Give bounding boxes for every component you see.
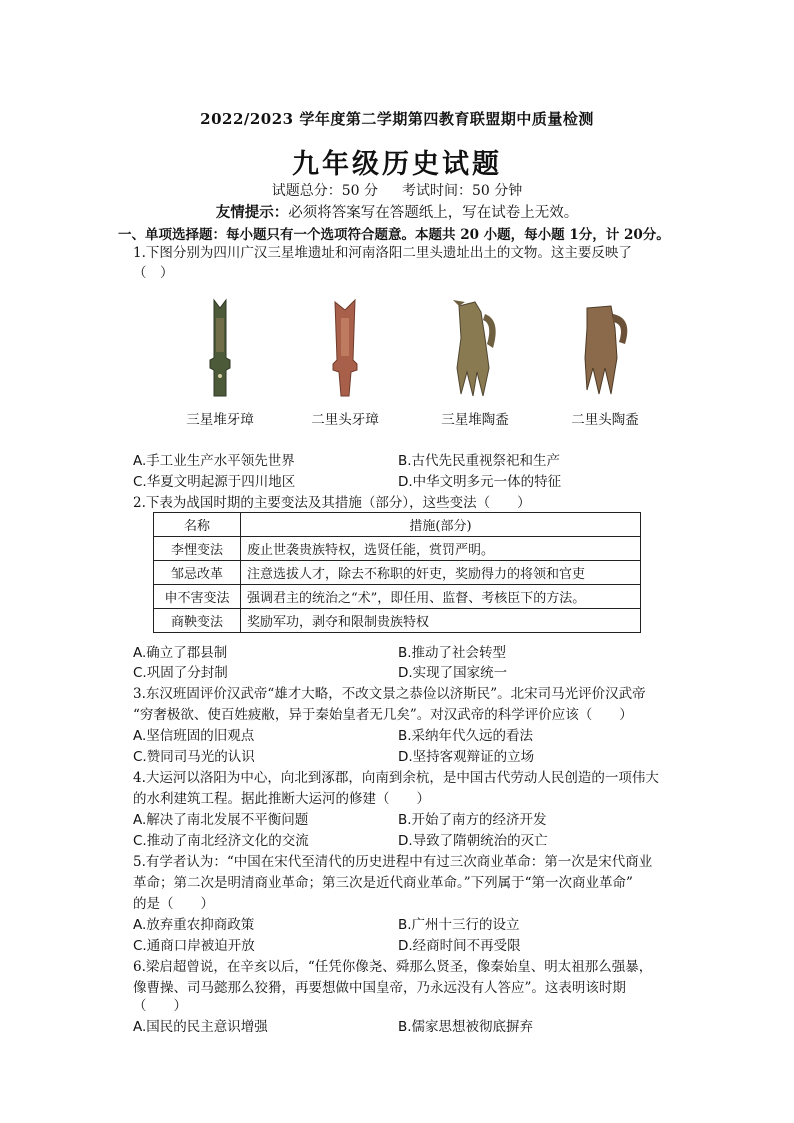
q5-stem: 5.有学者认为：“中国在宋代至清代的历史进程中有过三次商业革命：第一次是宋代商业 xyxy=(133,854,653,870)
q1-image-2 xyxy=(285,298,405,428)
total-score: 试题总分：50 分 xyxy=(271,183,378,199)
q2-option-c: C.巩固了分封制 xyxy=(133,665,228,681)
table-header: 措施(部分) xyxy=(241,513,641,537)
q1-image-4 xyxy=(545,298,665,428)
q3-option-c: C.赞同司马光的认识 xyxy=(133,749,255,765)
q5-option-c: C.通商口岸被迫开放 xyxy=(133,938,255,954)
exam-meta xyxy=(0,180,794,200)
q1-stem-cont: （ ） xyxy=(133,265,174,281)
table-row xyxy=(154,561,641,585)
exam-session-line: 2022/2023 学年度第二学期第四教育联盟期中质量检测 xyxy=(200,110,594,128)
table-row xyxy=(154,585,641,609)
q5-option-d: D.经商时间不再受限 xyxy=(398,938,521,954)
exam-tip xyxy=(0,201,794,222)
q1-stem: 1.下图分别为四川广汉三星堆遗址和河南洛阳二里头遗址出土的文物。这主要反映了 xyxy=(133,245,632,261)
jade-blade-icon xyxy=(200,298,240,398)
q1-images xyxy=(160,298,660,428)
q2-option-a: A.确立了郡县制 xyxy=(133,645,228,661)
q1-option-d: D.中华文明多元一体的特征 xyxy=(398,474,562,490)
pottery-he-icon xyxy=(445,298,505,398)
q1-option-b: B.古代先民重视祭祀和生产 xyxy=(398,453,561,469)
q5-option-a: A.放弃重农抑商政策 xyxy=(133,917,255,933)
q3-stem: 3.东汉班固评价汉武帝“雄才大略，不改文景之恭俭以济斯民”。北宋司马光评价汉武帝 xyxy=(133,686,646,702)
table-cell: 邹忌改革 xyxy=(154,561,241,585)
q2-option-b: B.推动了社会转型 xyxy=(398,645,507,661)
q3-option-b: B.采纳年代久远的看法 xyxy=(398,728,534,744)
table-cell: 商鞅变法 xyxy=(154,609,241,633)
q3-option-d: D.坚持客观辩证的立场 xyxy=(398,749,535,765)
table-cell: 李悝变法 xyxy=(154,537,241,561)
q1-caption-3: 三星堆陶盉 xyxy=(441,412,509,428)
q1-option-c: C.华夏文明起源于四川地区 xyxy=(133,474,296,490)
tip-text: 必须将答案写在答题纸上，写在试卷上无效。 xyxy=(288,205,579,221)
table-cell: 强调君主的统治之“术”，即任用、监督、考核臣下的方法。 xyxy=(241,585,641,609)
table-header: 名称 xyxy=(154,513,241,537)
reform-table xyxy=(153,512,641,633)
page-title: 九年级历史试题 xyxy=(292,149,502,180)
q4-stem-cont: 的水利建筑工程。据此推断大运河的修建（ ） xyxy=(133,791,430,807)
tip-label: 友情提示： xyxy=(215,204,289,221)
table-row xyxy=(154,537,641,561)
q6-stem-cont: 像曹操、司马懿那么狡猾，再要想做中国皇帝，乃永远没有人答应”。这表明该时期 xyxy=(133,980,626,996)
q4-option-b: B.开始了南方的经济开发 xyxy=(398,812,547,828)
table-cell: 奖励军功，剥夺和限制贵族特权 xyxy=(241,609,641,633)
q2-option-d: D.实现了国家统一 xyxy=(398,665,508,681)
table-cell: 废止世袭贵族特权，选贤任能，赏罚严明。 xyxy=(241,537,641,561)
q5-option-b: B.广州十三行的设立 xyxy=(398,917,520,933)
q6-option-b: B.儒家思想被彻底摒弃 xyxy=(398,1019,534,1035)
q1-image-1 xyxy=(160,298,280,428)
q6-stem: 6.梁启超曾说，在辛亥以后，“任凭你像尧、舜那么贤圣，像秦始皇、明太祖那么强暴， xyxy=(133,959,653,975)
q6-stem-cont-2: （ ） xyxy=(133,998,187,1014)
q1-caption-2: 二里头牙璋 xyxy=(311,412,379,428)
q1-caption-4: 二里头陶盉 xyxy=(571,412,639,428)
section-heading: 一、单项选择题：每小题只有一个选项符合题意。本题共 20 小题，每小题 1分，计 20分。 xyxy=(118,227,670,243)
q3-stem-cont: “穷奢极欲、使百姓疲敝，异于秦始皇者无几矣”。对汉武帝的科学评价应该（ ） xyxy=(133,707,633,723)
pottery-he-icon xyxy=(575,298,635,398)
table-cell: 申不害变法 xyxy=(154,585,241,609)
q4-option-d: D.导致了隋朝统治的灭亡 xyxy=(398,833,548,849)
q3-option-a: A.坚信班固的旧观点 xyxy=(133,728,255,744)
q1-caption-1: 三星堆牙璋 xyxy=(186,412,254,428)
q1-image-3 xyxy=(415,298,535,428)
q5-stem-cont: 革命；第二次是明清商业革命；第三次是近代商业革命。”下列属于“第一次商业革命” xyxy=(133,875,633,891)
q1-option-a: A.手工业生产水平领先世界 xyxy=(133,453,295,469)
table-header-row xyxy=(154,513,641,537)
q2-stem: 2.下表为战国时期的主要变法及其措施（部分），这些变法（ ） xyxy=(133,495,531,511)
q5-stem-cont-2: 的是（ ） xyxy=(133,896,214,912)
q4-option-c: C.推动了南北经济文化的交流 xyxy=(133,833,309,849)
table-row xyxy=(154,609,641,633)
q6-option-a: A.国民的民主意识增强 xyxy=(133,1019,268,1035)
jade-blade-icon xyxy=(325,298,365,398)
q4-stem: 4.大运河以洛阳为中心，向北到涿郡，向南到余杭，是中国古代劳动人民创造的一项伟大 xyxy=(133,770,659,786)
exam-time: 考试时间：50 分钟 xyxy=(402,183,523,199)
table-cell: 注意选拔人才，除去不称职的奸吏，奖励得力的将领和官吏 xyxy=(241,561,641,585)
q4-option-a: A.解决了南北发展不平衡问题 xyxy=(133,812,309,828)
